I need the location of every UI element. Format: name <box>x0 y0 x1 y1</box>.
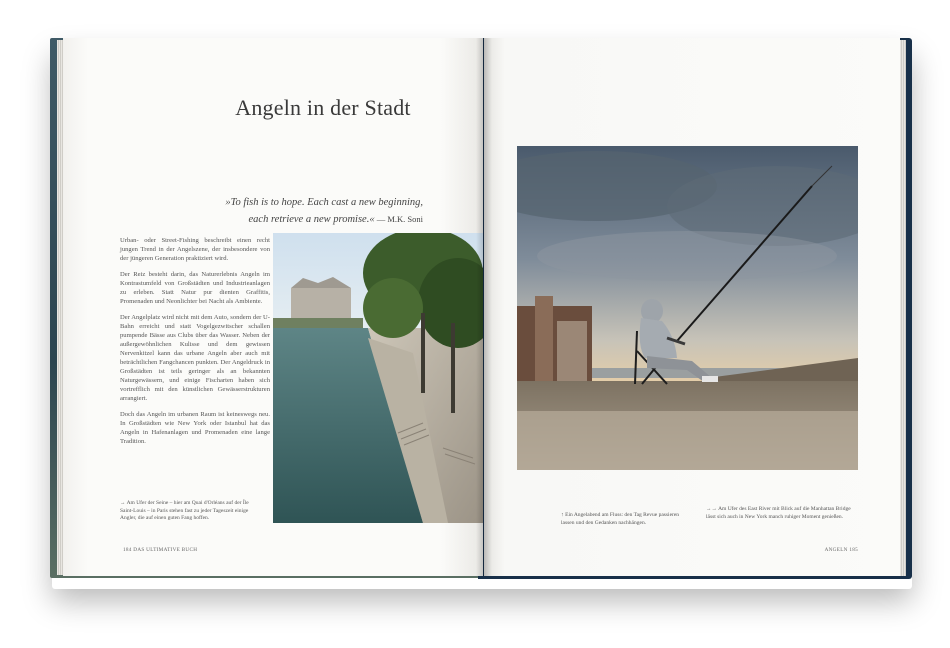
page-stack-right <box>900 40 906 576</box>
epigraph-quote <box>123 195 423 228</box>
photo-caption-left: → Am Ufer der Seine – hier am Quai d'Orléans auf der Île Saint-Louis – in Paris stehen fast zu jeder Tageszeit einige Angler, die auf einen guten Fang hoffen. <box>120 500 249 521</box>
quote-author: — M.K. Soni <box>374 214 423 224</box>
right-page <box>484 38 900 576</box>
quote-line-1: »To fish is to hope. Each cast a new beginning, <box>225 197 423 208</box>
chapter-title: Angeln in der Stadt <box>235 95 411 120</box>
paragraph-1: Urban- oder Street-Fishing beschreibt einen recht jungen Trend in der Angelszene, der insbesondere von der jüngeren Generation praktiziert wird. <box>120 237 270 262</box>
fisherman-photo <box>517 146 858 470</box>
paragraph-2: Der Reiz besteht darin, das Naturerlebnis Angeln im Kontrastumfeld von Großstädten und Industrieanlagen zu erleben. Statt Natur pur dienten Graffitis, Promenaden und Neonlichter bei Nacht als Ambiente. <box>120 271 270 305</box>
paragraph-4: Doch das Angeln im urbanen Raum ist keineswegs neu. In Großstädten wie New York oder Istanbul hat das Angeln in Hafenanlagen und Promenaden eine lange Tradition. <box>120 411 270 445</box>
page-footer-right: ANGELN 185 <box>824 547 858 553</box>
quote-line-2 <box>123 211 423 228</box>
body-text <box>120 236 270 453</box>
seine-quay-illustration <box>273 233 483 523</box>
seine-quay-photo <box>273 233 483 523</box>
page-footer-left: 184 DAS ULTIMATIVE BUCH <box>123 547 198 553</box>
paragraph-3: Der Angelplatz wird nicht mit dem Auto, sondern der U-Bahn erreicht und statt Vogelgezwitscher schallen pumpende Bässe aus Clubs über das Wasser. Neben der außergewöhnlichen Kulisse und dem gewissen Nervenkitzel kann das urbane Angeln aber auch mit beträchtlichen Fangchancen punkten. Der Angeldruck in Großstädten ist teils geringer als an bekannten Naturgewässern, und einige Fischarten haben sich vortrefflich mit den künstlichen Gewässerstrukturen arrangiert. <box>120 314 270 402</box>
fisherman-illustration <box>517 146 858 470</box>
left-page <box>63 38 483 576</box>
quote-line-2-text: each retrieve a new promise.« <box>248 214 375 225</box>
photo-caption-right-2: →→ Am Ufer des East River mit Blick auf die Manhattan Bridge lässt sich auch in New York manch ruhiger Moment genießen. <box>706 506 851 520</box>
photo-caption-right-1: ↑ Ein Angelabend am Fluss: den Tag Revue passieren lassen und den Gedanken nachhängen. <box>561 512 680 526</box>
book-gutter <box>476 38 492 576</box>
